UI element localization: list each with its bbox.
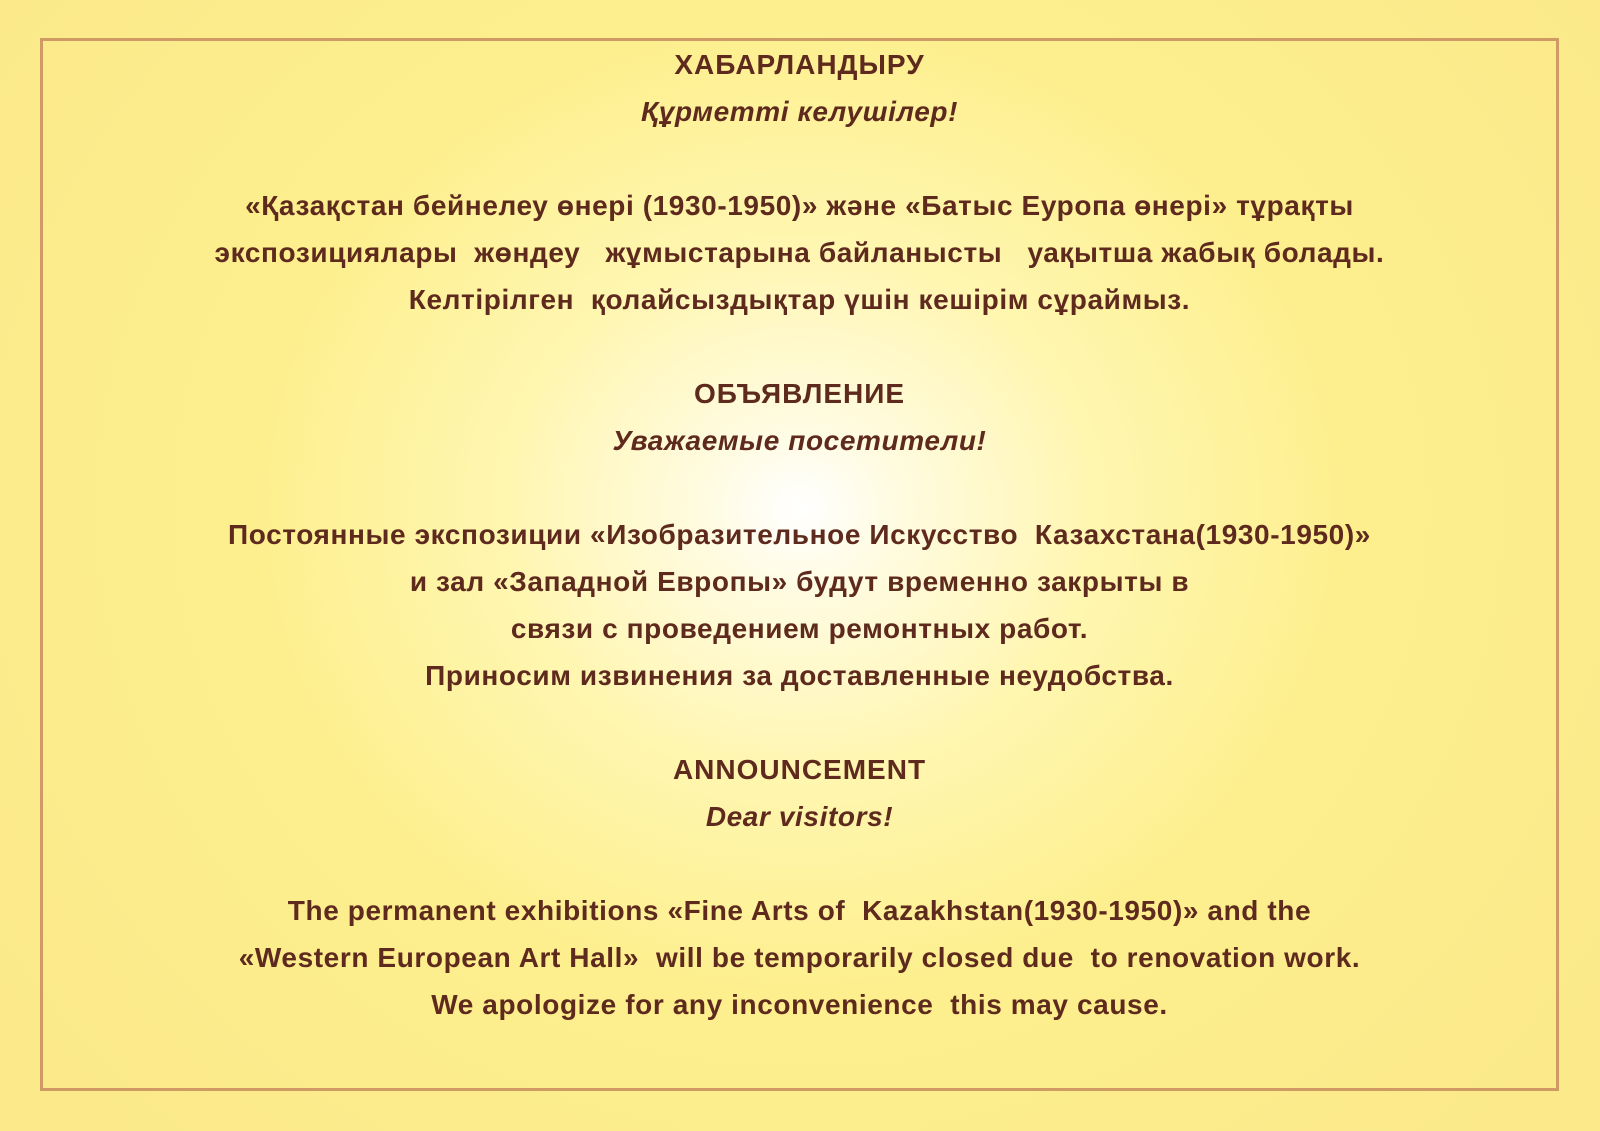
english-body-line: «Western European Art Hall» will be temporarily closed due to renovation work. <box>238 942 1361 973</box>
kazakh-heading: ХАБАРЛАНДЫРУ <box>674 49 925 80</box>
spacer <box>43 699 1556 746</box>
spacer <box>43 464 1556 511</box>
kazakh-body-line: Келтірілген қолайсыздықтар үшін кешірім сұраймыз. <box>408 284 1191 315</box>
announcement-content <box>43 41 1556 1028</box>
russian-body-line: связи с проведением ремонтных работ. <box>510 613 1089 644</box>
english-body-line: The permanent exhibitions «Fine Arts of Kazakhstan(1930-1950)» and the <box>287 895 1312 926</box>
kazakh-body-line: экспозициялары жөндеу жұмыстарына байланысты уақытша жабық болады. <box>214 237 1385 268</box>
russian-body-line: Приносим извинения за доставленные неудобства. <box>425 660 1174 691</box>
russian-greeting: Уважаемые посетители! <box>612 425 987 456</box>
kazakh-section <box>43 41 1556 323</box>
russian-body-line: Постоянные экспозиции «Изобразительное Искусство Казахстана(1930-1950)» <box>228 519 1371 550</box>
english-body-line: We apologize for any inconvenience this may cause. <box>431 989 1168 1020</box>
spacer <box>43 135 1556 182</box>
english-section <box>43 746 1556 1028</box>
english-heading: ANNOUNCEMENT <box>672 754 927 785</box>
russian-body-line: и зал «Западной Европы» будут временно закрыты в <box>409 566 1190 597</box>
spacer <box>43 840 1556 887</box>
russian-heading: ОБЪЯВЛЕНИЕ <box>693 378 906 409</box>
russian-section <box>43 370 1556 699</box>
english-greeting: Dear visitors! <box>705 801 894 832</box>
spacer <box>43 323 1556 370</box>
kazakh-greeting: Құрметті келушілер! <box>640 96 958 127</box>
kazakh-body-line: «Қазақстан бейнелеу өнері (1930-1950)» және «Батыс Еуропа өнері» тұрақты <box>245 190 1354 221</box>
